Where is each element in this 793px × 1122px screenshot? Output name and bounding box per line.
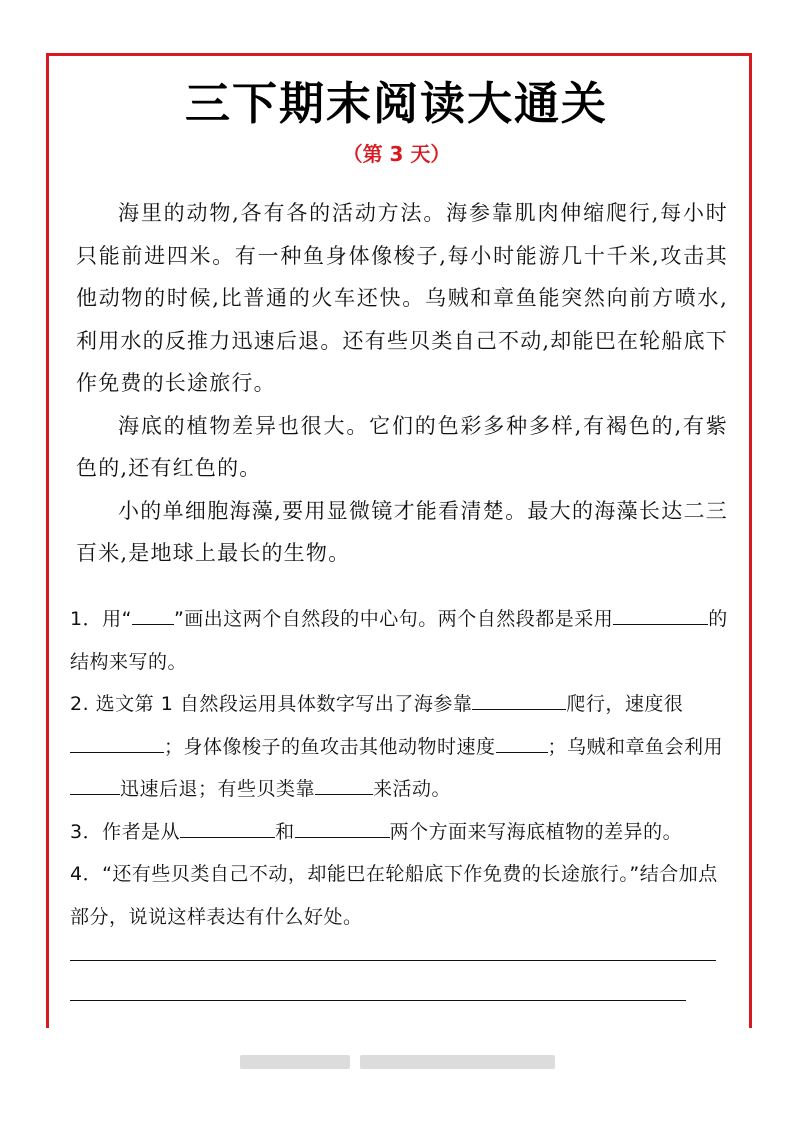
page-subtitle: （第 3 天） xyxy=(342,142,451,166)
question-2-text: 来活动。 xyxy=(373,778,452,800)
question-1-text: 的结构来写的。 xyxy=(70,608,728,673)
passage-paragraph-2: 海底的植物差异也很大。它们的色彩多种多样,有褐色的,有紫色的,还有红色的。 xyxy=(76,413,728,480)
page-title: 三下期末阅读大通关 xyxy=(184,77,608,130)
question-2-text: 迅速后退；有些贝类靠 xyxy=(120,778,316,800)
blurred-footer-mark xyxy=(360,1055,555,1069)
answer-line[interactable] xyxy=(70,1000,686,1001)
question-1 xyxy=(70,598,730,683)
answer-blank[interactable] xyxy=(295,817,390,838)
answer-blank[interactable] xyxy=(613,604,708,625)
answer-blank[interactable] xyxy=(496,732,548,753)
answer-line[interactable] xyxy=(70,960,716,961)
question-3-text: 两个方面来写海底植物的差异的。 xyxy=(389,820,683,843)
question-2-text: ；乌贼和章鱼会利用 xyxy=(547,735,724,758)
passage-paragraph-3: 小的单细胞海藻,要用显微镜才能看清楚。最大的海藻长达二三百米,是地球上最长的生物。 xyxy=(76,498,728,565)
question-2 xyxy=(70,683,730,811)
question-1-text: ”画出这两个自然段的中心句。两个自然段都是采用 xyxy=(173,608,614,630)
blurred-footer-mark xyxy=(240,1055,350,1069)
question-2-text: 2. 选文第 1 自然段运用具体数字写出了海参靠 xyxy=(70,693,473,715)
answer-blank[interactable] xyxy=(70,732,164,753)
question-2-text: ；身体像梭子的鱼攻击其他动物时速度 xyxy=(164,735,496,758)
answer-blank[interactable] xyxy=(180,817,275,838)
answer-blank[interactable] xyxy=(472,689,566,710)
question-4: 4．“还有些贝类自己不动，却能巴在轮船底下作免费的长途旅行。”结合加点部分，说说这样表达有什么好处。 xyxy=(70,863,718,928)
answer-blank[interactable] xyxy=(132,604,174,625)
answer-blank[interactable] xyxy=(315,774,373,795)
question-1-text: 1．用“ xyxy=(70,608,132,630)
question-3-text: 3．作者是从 xyxy=(70,820,181,843)
question-list xyxy=(70,598,730,938)
question-3-text: 和 xyxy=(275,820,295,843)
question-3 xyxy=(70,811,730,854)
passage-paragraph-1: 海里的动物,各有各的活动方法。海参靠肌肉伸缩爬行,每小时只能前进四米。有一种鱼身体像梭子,每小时能游几十千米,攻击其他动物的时候,比普通的火车还快。乌贼和章鱼能突然向前方喷水,利用水的反推力迅速后退。还有些贝类自己不动,却能巴在轮船底下作免费的长途旅行。 xyxy=(76,201,728,395)
answer-blank[interactable] xyxy=(70,774,120,795)
question-2-text: 爬行，速度很 xyxy=(566,693,684,715)
reading-passage xyxy=(76,192,728,575)
